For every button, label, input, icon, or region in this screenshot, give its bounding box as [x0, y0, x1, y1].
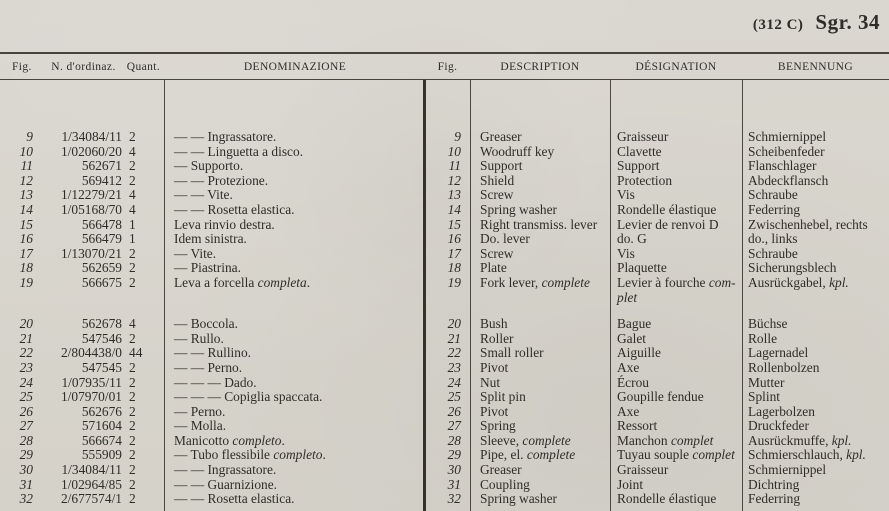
quantity-cell: 2 — [129, 129, 136, 144]
denominazione-cell: Manicotto completo. — [174, 432, 285, 448]
benennung-cell: Splint — [748, 389, 780, 405]
description-cell: Do. lever — [480, 231, 530, 247]
benennung-cell: Dichtring — [748, 476, 800, 492]
header-benennung: BENENNUNG — [777, 60, 854, 73]
denominazione-cell: — — — Dado. — [174, 374, 257, 390]
benennung-cell: Schmiernippel — [748, 462, 827, 478]
description-cell: Spring — [480, 418, 516, 434]
quantity-cell: 2 — [129, 374, 136, 390]
order-number-cell: 1/05168/70 — [60, 201, 122, 217]
benennung-cell: Schraube — [748, 187, 798, 203]
benennung-cell: Schmierschlauch, kpl. — [748, 447, 866, 463]
order-number-cell: 2/804438/0 — [60, 345, 122, 361]
denominazione-cell: — Tubo flessibile completo. — [174, 447, 326, 463]
designation-cell: Graisseur — [617, 462, 669, 478]
denominazione-cell: — Boccola. — [174, 316, 238, 332]
fig-cell-right: 10 — [447, 143, 461, 159]
fig-cell: 11 — [20, 158, 33, 174]
table-row — [0, 145, 889, 160]
denominazione-cell: — — Rullino. — [174, 345, 252, 361]
quantity-cell: 2 — [129, 447, 136, 463]
fig-cell-right: 17 — [447, 245, 461, 261]
table-row — [0, 247, 889, 262]
description-cell: Fork lever, complete — [480, 274, 590, 290]
benennung-cell: Lagerbolzen — [748, 403, 815, 419]
fig-cell-right: 26 — [447, 403, 461, 419]
denominazione-cell: — Molla. — [174, 418, 227, 434]
denominazione-cell: — — Rosetta elastica. — [174, 491, 295, 507]
fig-cell-right: 22 — [447, 345, 461, 361]
quantity-cell: 44 — [129, 345, 143, 361]
description-cell: Greaser — [480, 462, 522, 478]
description-cell: Pivot — [480, 359, 509, 375]
header-quantity: Quant. — [126, 60, 161, 73]
order-number-cell: 1/34084/11 — [61, 129, 122, 144]
row-group — [0, 80, 889, 305]
fig-cell: 20 — [19, 316, 33, 332]
denominazione-cell: — Supporto. — [174, 158, 244, 174]
benennung-cell: Rollenbolzen — [748, 359, 820, 375]
table-row — [0, 159, 889, 174]
row-group — [0, 317, 889, 507]
order-number-cell: 569412 — [81, 172, 122, 188]
quantity-cell: 2 — [129, 432, 136, 448]
benennung-cell: Mutter — [748, 374, 785, 390]
header-denominazione: DENOMINAZIONE — [243, 60, 347, 73]
fig-cell-right: 20 — [447, 316, 461, 332]
order-number-cell: 562671 — [81, 158, 122, 174]
fig-cell: 25 — [19, 389, 33, 405]
description-cell: Pivot — [480, 403, 509, 419]
table-body — [0, 80, 889, 511]
designation-cell: Galet — [617, 330, 646, 346]
description-cell: Support — [480, 158, 523, 174]
table-row — [0, 218, 889, 233]
denominazione-cell: — — Vite. — [174, 187, 233, 203]
designation-cell: Levier à fourche com- plet — [617, 274, 736, 305]
designation-cell: Protection — [617, 172, 673, 188]
order-number-cell: 566479 — [81, 231, 122, 247]
description-cell: Screw — [480, 245, 514, 261]
designation-cell: Rondelle élastique — [617, 491, 717, 507]
description-cell: Screw — [480, 187, 514, 203]
fig-cell: 9 — [26, 129, 33, 144]
order-number-cell: 547545 — [81, 359, 122, 375]
table-row — [0, 492, 889, 507]
page-code — [753, 10, 880, 35]
table-header-row — [0, 52, 889, 80]
fig-cell: 26 — [19, 403, 33, 419]
fig-cell: 16 — [19, 231, 33, 247]
fig-cell: 17 — [19, 245, 33, 261]
order-number-cell: 562678 — [81, 316, 122, 332]
benennung-cell: Scheibenfeder — [748, 143, 825, 159]
order-number-cell: 1/34084/11 — [61, 462, 122, 478]
description-cell: Small roller — [480, 345, 544, 361]
order-number-cell: 562676 — [81, 403, 122, 419]
section-code: Sgr. 34 — [815, 10, 880, 34]
description-cell: Greaser — [480, 129, 522, 144]
order-number-cell: 1/07970/01 — [60, 389, 122, 405]
table-row — [0, 261, 889, 276]
benennung-cell: Ausrückgabel, kpl. — [748, 274, 849, 290]
denominazione-cell: — Piastrina. — [174, 260, 241, 276]
description-cell: Split pin — [480, 389, 526, 405]
designation-cell: Goupille fendue — [617, 389, 704, 405]
quantity-cell: 2 — [129, 418, 136, 434]
model-code: (312 C) — [752, 17, 804, 33]
fig-cell: 12 — [19, 172, 33, 188]
quantity-cell: 4 — [129, 316, 136, 332]
description-cell: Spring washer — [480, 491, 557, 507]
order-number-cell: 1/12279/21 — [60, 187, 122, 203]
table-row — [0, 276, 889, 305]
description-cell: Bush — [480, 316, 508, 332]
fig-cell-right: 23 — [447, 359, 461, 375]
fig-cell: 10 — [19, 143, 33, 159]
quantity-cell: 4 — [129, 201, 136, 217]
order-number-cell: 1/02060/20 — [60, 143, 122, 159]
designation-cell: Axe — [617, 359, 640, 375]
denominazione-cell: Leva rinvio destra. — [174, 216, 275, 232]
header-designation: DÉSIGNATION — [635, 60, 717, 73]
benennung-cell: do., links — [748, 231, 798, 247]
designation-cell: Plaquette — [617, 260, 667, 276]
header-fig-left: Fig. — [12, 60, 32, 73]
designation-cell: Ressort — [617, 418, 658, 434]
parts-table — [0, 52, 889, 511]
benennung-cell: Federring — [748, 491, 801, 507]
denominazione-cell: — Rullo. — [174, 330, 224, 346]
table-row — [0, 434, 889, 449]
fig-cell: 28 — [19, 432, 33, 448]
fig-cell-right: 30 — [447, 462, 461, 478]
fig-cell: 30 — [19, 462, 33, 478]
denominazione-cell: — — Guarnizione. — [174, 476, 278, 492]
benennung-cell: Rolle — [748, 330, 778, 346]
fig-cell: 32 — [19, 491, 33, 507]
benennung-cell: Schmiernippel — [748, 129, 827, 144]
fig-cell-right: 16 — [447, 231, 461, 247]
description-cell: Woodruff key — [480, 143, 555, 159]
quantity-cell: 2 — [129, 158, 136, 174]
fig-cell-right: 13 — [447, 187, 461, 203]
quantity-cell: 2 — [129, 274, 136, 290]
table-row — [0, 361, 889, 376]
fig-cell-right: 25 — [447, 389, 461, 405]
benennung-cell: Druckfeder — [748, 418, 809, 434]
benennung-cell: Sicherungsblech — [748, 260, 837, 276]
description-cell: Roller — [480, 330, 514, 346]
designation-cell: Aiguille — [617, 345, 661, 361]
designation-cell: do. G — [617, 231, 647, 247]
order-number-cell: 566478 — [81, 216, 122, 232]
designation-cell: Écrou — [617, 374, 649, 390]
fig-cell-right: 9 — [454, 129, 461, 144]
table-row — [0, 478, 889, 493]
benennung-cell: Schraube — [748, 245, 798, 261]
fig-cell-right: 12 — [447, 172, 461, 188]
table-row — [0, 419, 889, 434]
order-number-cell: 555909 — [81, 447, 122, 463]
fig-cell-right: 18 — [447, 260, 461, 276]
benennung-cell: Zwischenhebel, rechts — [748, 216, 868, 232]
designation-cell: Graisseur — [617, 129, 669, 144]
description-cell: Plate — [480, 260, 507, 276]
description-cell: Right transmiss. lever — [480, 216, 598, 232]
denominazione-cell: Idem sinistra. — [174, 231, 247, 247]
designation-cell: Bague — [617, 316, 652, 332]
designation-cell: Levier de renvoi D — [617, 216, 719, 232]
table-row — [0, 405, 889, 420]
fig-cell-right: 29 — [447, 447, 461, 463]
denominazione-cell: — Perno. — [174, 403, 226, 419]
quantity-cell: 2 — [129, 462, 136, 478]
order-number-cell: 566674 — [81, 432, 122, 448]
order-number-cell: 547546 — [81, 330, 122, 346]
fig-cell-right: 27 — [447, 418, 461, 434]
quantity-cell: 2 — [129, 476, 136, 492]
benennung-cell: Federring — [748, 201, 801, 217]
quantity-cell: 2 — [129, 359, 136, 375]
fig-cell-right: 19 — [447, 274, 461, 290]
designation-cell: Axe — [617, 403, 640, 419]
fig-cell: 19 — [19, 274, 33, 290]
designation-cell: Clavette — [617, 143, 662, 159]
fig-cell-right: 24 — [447, 374, 461, 390]
benennung-cell: Ausrückmuffe, kpl. — [748, 432, 852, 448]
fig-cell: 29 — [19, 447, 33, 463]
designation-cell: Manchon complet — [617, 432, 714, 448]
table-row — [0, 188, 889, 203]
fig-cell-right: 21 — [447, 330, 461, 346]
table-row — [0, 203, 889, 218]
quantity-cell: 4 — [129, 143, 136, 159]
header-description: DESCRIPTION — [500, 60, 580, 73]
quantity-cell: 2 — [129, 403, 136, 419]
fig-cell: 21 — [19, 330, 33, 346]
description-cell: Spring washer — [480, 201, 557, 217]
quantity-cell: 2 — [129, 389, 136, 405]
quantity-cell: 2 — [129, 330, 136, 346]
designation-cell: Rondelle élastique — [617, 201, 717, 217]
table-row — [0, 174, 889, 189]
table-row — [0, 130, 889, 145]
fig-cell: 31 — [19, 476, 33, 492]
order-number-cell: 1/07935/11 — [61, 374, 122, 390]
denominazione-cell: Leva a forcella completa. — [174, 274, 311, 290]
order-number-cell: 1/02964/85 — [60, 476, 122, 492]
table-row — [0, 390, 889, 405]
fig-cell: 14 — [19, 201, 33, 217]
table-row — [0, 463, 889, 478]
description-cell: Pipe, el. complete — [480, 447, 576, 463]
fig-cell-right: 31 — [447, 476, 461, 492]
description-cell: Shield — [480, 172, 515, 188]
fig-cell-right: 14 — [447, 201, 461, 217]
header-fig-right: Fig. — [437, 60, 458, 73]
denominazione-cell: — — Rosetta elastica. — [174, 201, 295, 217]
quantity-cell: 2 — [129, 172, 136, 188]
fig-cell: 22 — [19, 345, 33, 361]
fig-cell-right: 28 — [447, 432, 461, 448]
table-row — [0, 346, 889, 361]
table-row — [0, 332, 889, 347]
quantity-cell: 2 — [129, 245, 136, 261]
benennung-cell: Flanschlager — [748, 158, 817, 174]
denominazione-cell: — — Ingrassatore. — [174, 462, 277, 478]
quantity-cell: 2 — [129, 260, 136, 276]
description-cell: Nut — [480, 374, 501, 390]
fig-cell: 18 — [19, 260, 33, 276]
fig-cell-right: 32 — [447, 491, 461, 507]
denominazione-cell: — — Protezione. — [174, 172, 269, 188]
description-cell: Sleeve, complete — [480, 432, 571, 448]
table-row — [0, 448, 889, 463]
table-row — [0, 232, 889, 247]
quantity-cell: 1 — [129, 231, 136, 247]
designation-cell: Vis — [617, 187, 635, 203]
fig-cell: 24 — [19, 374, 33, 390]
table-row — [0, 376, 889, 391]
order-number-cell: 562659 — [81, 260, 122, 276]
denominazione-cell: — — Ingrassatore. — [174, 129, 277, 144]
table-row — [0, 317, 889, 332]
denominazione-cell: — — Linguetta a disco. — [174, 143, 304, 159]
header-order-number: N. d'ordinaz. — [51, 60, 116, 73]
designation-cell: Joint — [617, 476, 644, 492]
benennung-cell: Lagernadel — [748, 345, 809, 361]
order-number-cell: 571604 — [81, 418, 122, 434]
fig-cell: 13 — [19, 187, 33, 203]
quantity-cell: 2 — [129, 491, 136, 507]
order-number-cell: 2/677574/1 — [60, 491, 122, 507]
designation-cell: Support — [617, 158, 660, 174]
fig-cell-right: 11 — [448, 158, 461, 174]
fig-cell-right: 15 — [447, 216, 461, 232]
designation-cell: Tuyau souple complet — [617, 447, 735, 463]
designation-cell: Vis — [617, 245, 635, 261]
denominazione-cell: — Vite. — [174, 245, 217, 261]
denominazione-cell: — — Perno. — [174, 359, 243, 375]
fig-cell: 27 — [19, 418, 33, 434]
order-number-cell: 566675 — [81, 274, 122, 290]
benennung-cell: Abdeckflansch — [748, 172, 829, 188]
benennung-cell: Büchse — [748, 316, 788, 332]
fig-cell: 15 — [19, 216, 33, 232]
denominazione-cell: — — — Copiglia spaccata. — [174, 389, 323, 405]
quantity-cell: 1 — [129, 216, 136, 232]
order-number-cell: 1/13070/21 — [60, 245, 122, 261]
description-cell: Coupling — [480, 476, 530, 492]
fig-cell: 23 — [19, 359, 33, 375]
quantity-cell: 4 — [129, 187, 136, 203]
